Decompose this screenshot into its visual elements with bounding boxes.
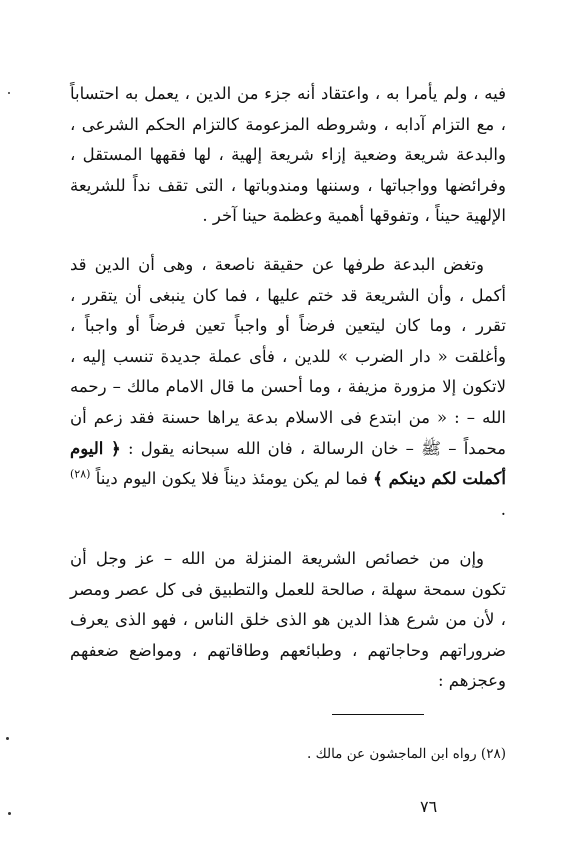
scan-speck bbox=[8, 92, 10, 94]
paragraph-2-after-verse: فما لم يكن يومئذ ديناً فلا يكون اليوم ديناً bbox=[95, 469, 368, 489]
paragraph-2 bbox=[70, 250, 506, 525]
footnote bbox=[70, 744, 506, 764]
scan-speck bbox=[8, 812, 11, 815]
page-number: ٧٦ bbox=[420, 797, 438, 816]
footnote-reference[interactable]: (٢٨) bbox=[70, 467, 91, 481]
footnote-text: رواه ابن الماجشون عن مالك . bbox=[307, 746, 477, 762]
scan-speck bbox=[6, 737, 9, 740]
paragraph-3-text: وإن من خصائص الشريعة المنزلة من الله – عز وجل أن تكون سمحة سهلة ، صالحة للعمل والتطبيق فى كل عصر ومصر ، لأن من شرع هذا الدين هو الذى خلق الناس ، فهو الذى يعرف ضروراتهم وحاجاتهم ، وطبائعهم وطاقاتهم ، ومواضع ضعفهم وعجزهم : bbox=[70, 549, 506, 691]
footnote-number: (٢٨) bbox=[480, 746, 506, 762]
paragraph-1 bbox=[70, 79, 506, 232]
paragraph-3 bbox=[70, 544, 506, 697]
paragraph-2-text: وتغض البدعة طرفها عن حقيقة ناصعة ، وهى أن الدين قد أكمل ، وأن الشريعة قد ختم عليها ، فما كان ينبغى أن يتقرر ، تقرر ، وما كان ليتعين فرضاً أو واجباً تعين فرضاً أو واجباً ، وأغلقت « دار الضرب » للدين ، فأى عملة جديدة تنسب إليه ، لاتكون إلا مزورة مزيفة ، وما أحسن ما قال الامام مالك – رحمه الله – : « من ابتدع فى الاسلام بدعة يراها حسنة فقد زعم أن محمداً – ﷺ – خان الرسالة ، فان الله سبحانه يقول : bbox=[70, 255, 506, 458]
quran-verse: ﴿ اليوم أكملت لكم دينكم ﴾ bbox=[70, 438, 506, 489]
paragraph-2-end: . bbox=[500, 499, 506, 519]
footnote-divider bbox=[332, 714, 424, 715]
paragraph-1-text: فيه ، ولم يأمرا به ، واعتقاد أنه جزء من الدين ، يعمل به احتساباً ، مع التزام آدابه ، وشروطه المزعومة كالتزام الحكم الشرعى ، والبدعة شريعة وضعية إزاء شريعة إلهية ، لها فقهها المستقل ، وفرائضها وواجباتها ، وسننها ومندوباتها ، التى تقف نداً للشريعة الإلهية حيناً ، وتفوقها أهمية وعظمة حينا آخر . bbox=[70, 84, 506, 226]
